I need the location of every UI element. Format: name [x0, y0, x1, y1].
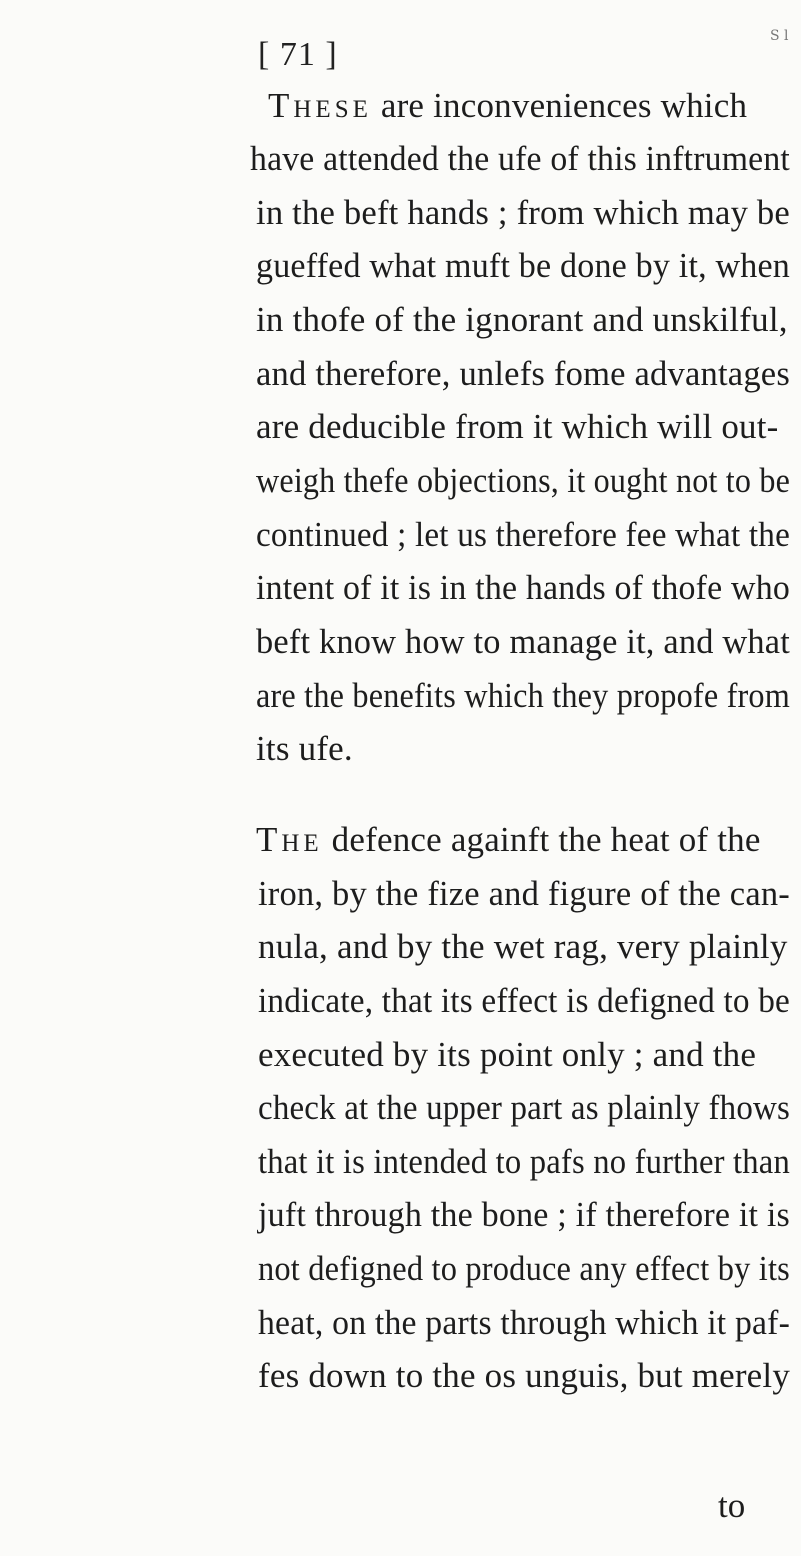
text-line: that it is intended to pafs no further than	[258, 1142, 790, 1181]
paragraph-2-first-line-rest: defence againft the heat of the	[331, 820, 761, 859]
text-line: gueffed what muft be done by it, when	[256, 246, 791, 285]
text-line: and therefore, unlefs fome advantages	[256, 354, 790, 393]
catchword: to	[718, 1486, 746, 1525]
text-line: indicate, that its effect is defigned to be	[258, 981, 790, 1020]
corner-mark: S l	[770, 28, 789, 44]
text-line: weigh thefe objections, it ought not to be	[256, 461, 791, 500]
text-line: are the benefits which they propofe from	[256, 676, 791, 715]
paragraph-1-first-line	[268, 86, 747, 126]
text-line: not defigned to produce any effect by its	[258, 1249, 790, 1288]
text-line: beft know how to manage it, and what	[256, 622, 791, 661]
text-line: in the beft hands ; from which may be	[256, 193, 790, 232]
text-line: in thofe of the ignorant and unskilful,	[256, 300, 788, 339]
text-line: fes down to the os unguis, but merely	[258, 1356, 791, 1395]
text-line: check at the upper part as plainly fhows	[258, 1088, 791, 1127]
paragraph-2-lead-word: The	[256, 820, 323, 859]
paragraph-1-lead-word: These	[268, 86, 372, 125]
text-line: nula, and by the wet rag, very plainly	[258, 927, 788, 966]
paragraph-2-first-line	[256, 820, 761, 860]
text-line: have attended the ufe of this inftrument	[250, 139, 790, 178]
text-line: executed by its point only ; and the	[258, 1035, 757, 1074]
text-line: its ufe.	[256, 729, 353, 768]
paragraph-1-first-line-rest: are inconveniences which	[380, 86, 748, 125]
text-line: are deducible from it which will out-	[256, 407, 779, 446]
text-line: juft through the bone ; if therefore it is	[258, 1195, 790, 1234]
text-line: continued ; let us therefore fee what the	[256, 515, 790, 554]
page-number-header: [ 71 ]	[258, 36, 338, 73]
text-line: iron, by the fize and figure of the can-	[258, 874, 790, 913]
text-line: intent of it is in the hands of thofe who	[256, 568, 790, 607]
text-line: heat, on the parts through which it paf-	[258, 1303, 791, 1342]
